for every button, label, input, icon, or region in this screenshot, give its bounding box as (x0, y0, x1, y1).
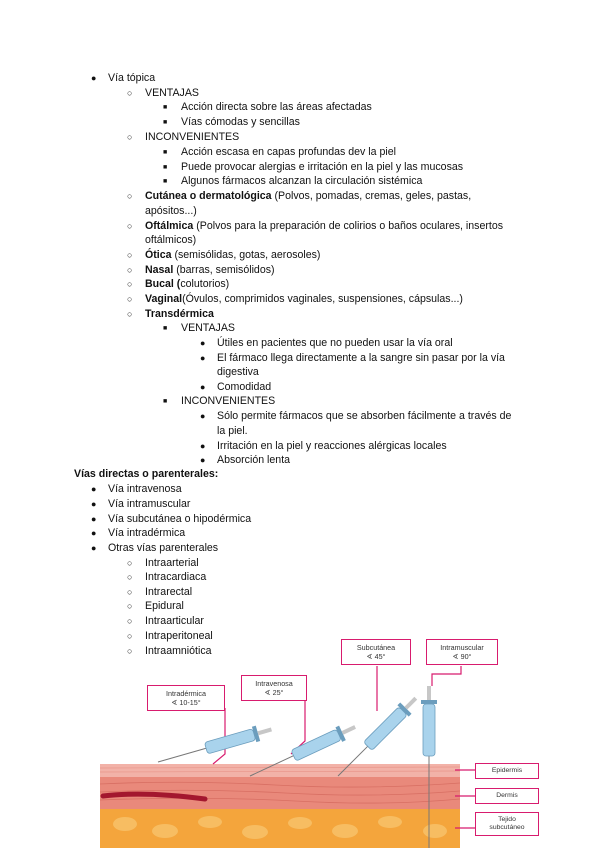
list-item: Acción directa sobre las áreas afectadas (181, 101, 372, 113)
bullet: ○ (127, 294, 133, 304)
term-otica: Ótica (145, 249, 172, 261)
list-item (145, 190, 471, 203)
term-cutanea: Cutánea o dermatológica (145, 190, 272, 202)
list-item (145, 278, 229, 291)
label-subcutanea-angle: ∢ 45° (366, 652, 386, 661)
bullet: ○ (127, 631, 133, 641)
label-intradermica-angle: ∢ 10-15° (171, 698, 201, 707)
bullet: ■ (163, 325, 168, 332)
list-item: Intrarectal (145, 586, 193, 598)
list-item: Intraperitoneal (145, 630, 213, 642)
inconvenientes-heading: INCONVENIENTES (181, 395, 276, 407)
label-intramuscular-name: Intramuscular (440, 643, 484, 652)
list-item: Intraarterial (145, 557, 199, 569)
list-item (145, 308, 214, 321)
list-item: El fármaco llega directamente a la sangre sin pasar por la vía (217, 352, 505, 364)
list-item: Epidural (145, 600, 184, 612)
label-intravenosa (241, 675, 307, 701)
label-intravenosa-angle: ∢ 25° (264, 688, 284, 697)
bullet: ○ (127, 88, 133, 98)
term-transdermica: Transdérmica (145, 308, 214, 320)
bullet: ○ (127, 309, 133, 319)
list-item: Intracardiaca (145, 571, 207, 583)
bullet: ○ (127, 616, 133, 626)
label-subcutanea-name: Subcutánea (356, 643, 396, 652)
bullet: ○ (127, 265, 133, 275)
list-item (145, 249, 320, 262)
list-item: Vía subcutánea o hipodérmica (108, 513, 252, 525)
list-item (145, 293, 463, 306)
bullet: ● (91, 528, 97, 538)
bullet: ● (91, 484, 97, 494)
bullet: ■ (163, 178, 168, 185)
injection-routes-illustration (95, 636, 600, 848)
bullet: ○ (127, 132, 133, 142)
list-item: Intraamniótica (145, 645, 212, 657)
bullet: ○ (127, 646, 133, 656)
list-item: Vía intramuscular (108, 498, 191, 510)
bullet: ● (200, 455, 206, 465)
term-nasal: Nasal (145, 264, 174, 276)
ventajas-heading: VENTAJAS (145, 87, 199, 99)
list-item (145, 264, 275, 277)
label-tejido-subcutaneo (475, 812, 539, 836)
list-item: Acción escasa en capas profundas dev la piel (181, 146, 396, 158)
bullet: ● (91, 514, 97, 524)
bullet: ○ (127, 221, 133, 231)
label-subcutaneo: subcutáneo (489, 824, 525, 831)
desc-nasal: (barras, semisólidos) (173, 264, 275, 276)
bullet: ● (200, 441, 206, 451)
bullet: ● (91, 73, 97, 83)
label-intradermica-name: Intradérmica (166, 689, 206, 698)
list-item: Vía intradérmica (108, 527, 186, 539)
parenterales-heading: Vías directas o parenterales: (74, 468, 219, 480)
bullet: ■ (163, 104, 168, 111)
bullet: ● (200, 353, 206, 363)
list-item: Sólo permite fármacos que se absorben fácilmente a través de (217, 410, 512, 422)
bullet: ■ (163, 398, 168, 405)
section-topica-title: Vía tópica (108, 72, 156, 84)
bullet: ■ (163, 149, 168, 156)
label-subcutanea (341, 639, 411, 665)
list-item: Comodidad (217, 381, 272, 393)
list-item: Vías cómodas y sencillas (181, 116, 300, 128)
bullet: ○ (127, 601, 133, 611)
bullet: ● (200, 411, 206, 421)
list-item: Puede provocar alergias e irritación en la piel y las mucosas (181, 161, 464, 173)
desc-otica: (semisólidas, gotas, aerosoles) (171, 249, 321, 261)
bullet: ○ (127, 250, 133, 260)
list-item: Irritación en la piel y reacciones alérgicas locales (217, 440, 447, 452)
label-epidermis: Epidermis (475, 763, 539, 779)
term-oftalmica: Oftálmica (145, 220, 194, 232)
label-intramuscular (426, 639, 498, 665)
bullet: ○ (127, 279, 133, 289)
list-item (145, 220, 503, 233)
desc-bucal: colutorios) (180, 278, 230, 290)
label-dermis: Dermis (475, 788, 539, 804)
bullet: ○ (127, 558, 133, 568)
bullet: ● (91, 543, 97, 553)
label-intramuscular-angle: ∢ 90° (452, 652, 472, 661)
bullet: ■ (163, 119, 168, 126)
epidermis-layer (100, 764, 460, 777)
ventajas-heading: VENTAJAS (181, 322, 235, 334)
list-item: Algunos fármacos alcanzan la circulación sistémica (181, 175, 423, 187)
desc-vaginal: (Óvulos, comprimidos vaginales, suspensiones, cápsulas...) (182, 293, 463, 305)
inconvenientes-heading: INCONVENIENTES (145, 131, 240, 143)
list-item-continuation: apósitos...) (145, 205, 197, 217)
list-item-continuation: oftálmicos) (145, 234, 197, 246)
bullet: ○ (127, 587, 133, 597)
bullet: ● (200, 382, 206, 392)
list-item: Absorción lenta (217, 454, 291, 466)
bullet: ■ (163, 164, 168, 171)
term-bucal: Bucal ( (145, 278, 181, 290)
bullet: ○ (127, 572, 133, 582)
label-intravenosa-name: Intravenosa (255, 679, 293, 688)
desc-cutanea: (Polvos, pomadas, cremas, geles, pastas, (271, 190, 472, 202)
label-tejido: Tejido (498, 816, 516, 823)
list-item: Vía intravenosa (108, 483, 182, 495)
bullet: ● (91, 499, 97, 509)
list-item-continuation: digestiva (217, 366, 259, 378)
bullet: ● (200, 338, 206, 348)
term-vaginal: Vaginal (145, 293, 183, 305)
label-intradermica (147, 685, 225, 711)
list-item: Otras vías parenterales (108, 542, 219, 554)
list-item: Intraarticular (145, 615, 204, 627)
list-item: Útiles en pacientes que no pueden usar la vía oral (217, 337, 453, 349)
bullet: ○ (127, 191, 133, 201)
desc-oftalmica: (Polvos para la preparación de colirios o baños oculares, insertos (193, 220, 504, 232)
list-item-continuation: la piel. (217, 425, 248, 437)
